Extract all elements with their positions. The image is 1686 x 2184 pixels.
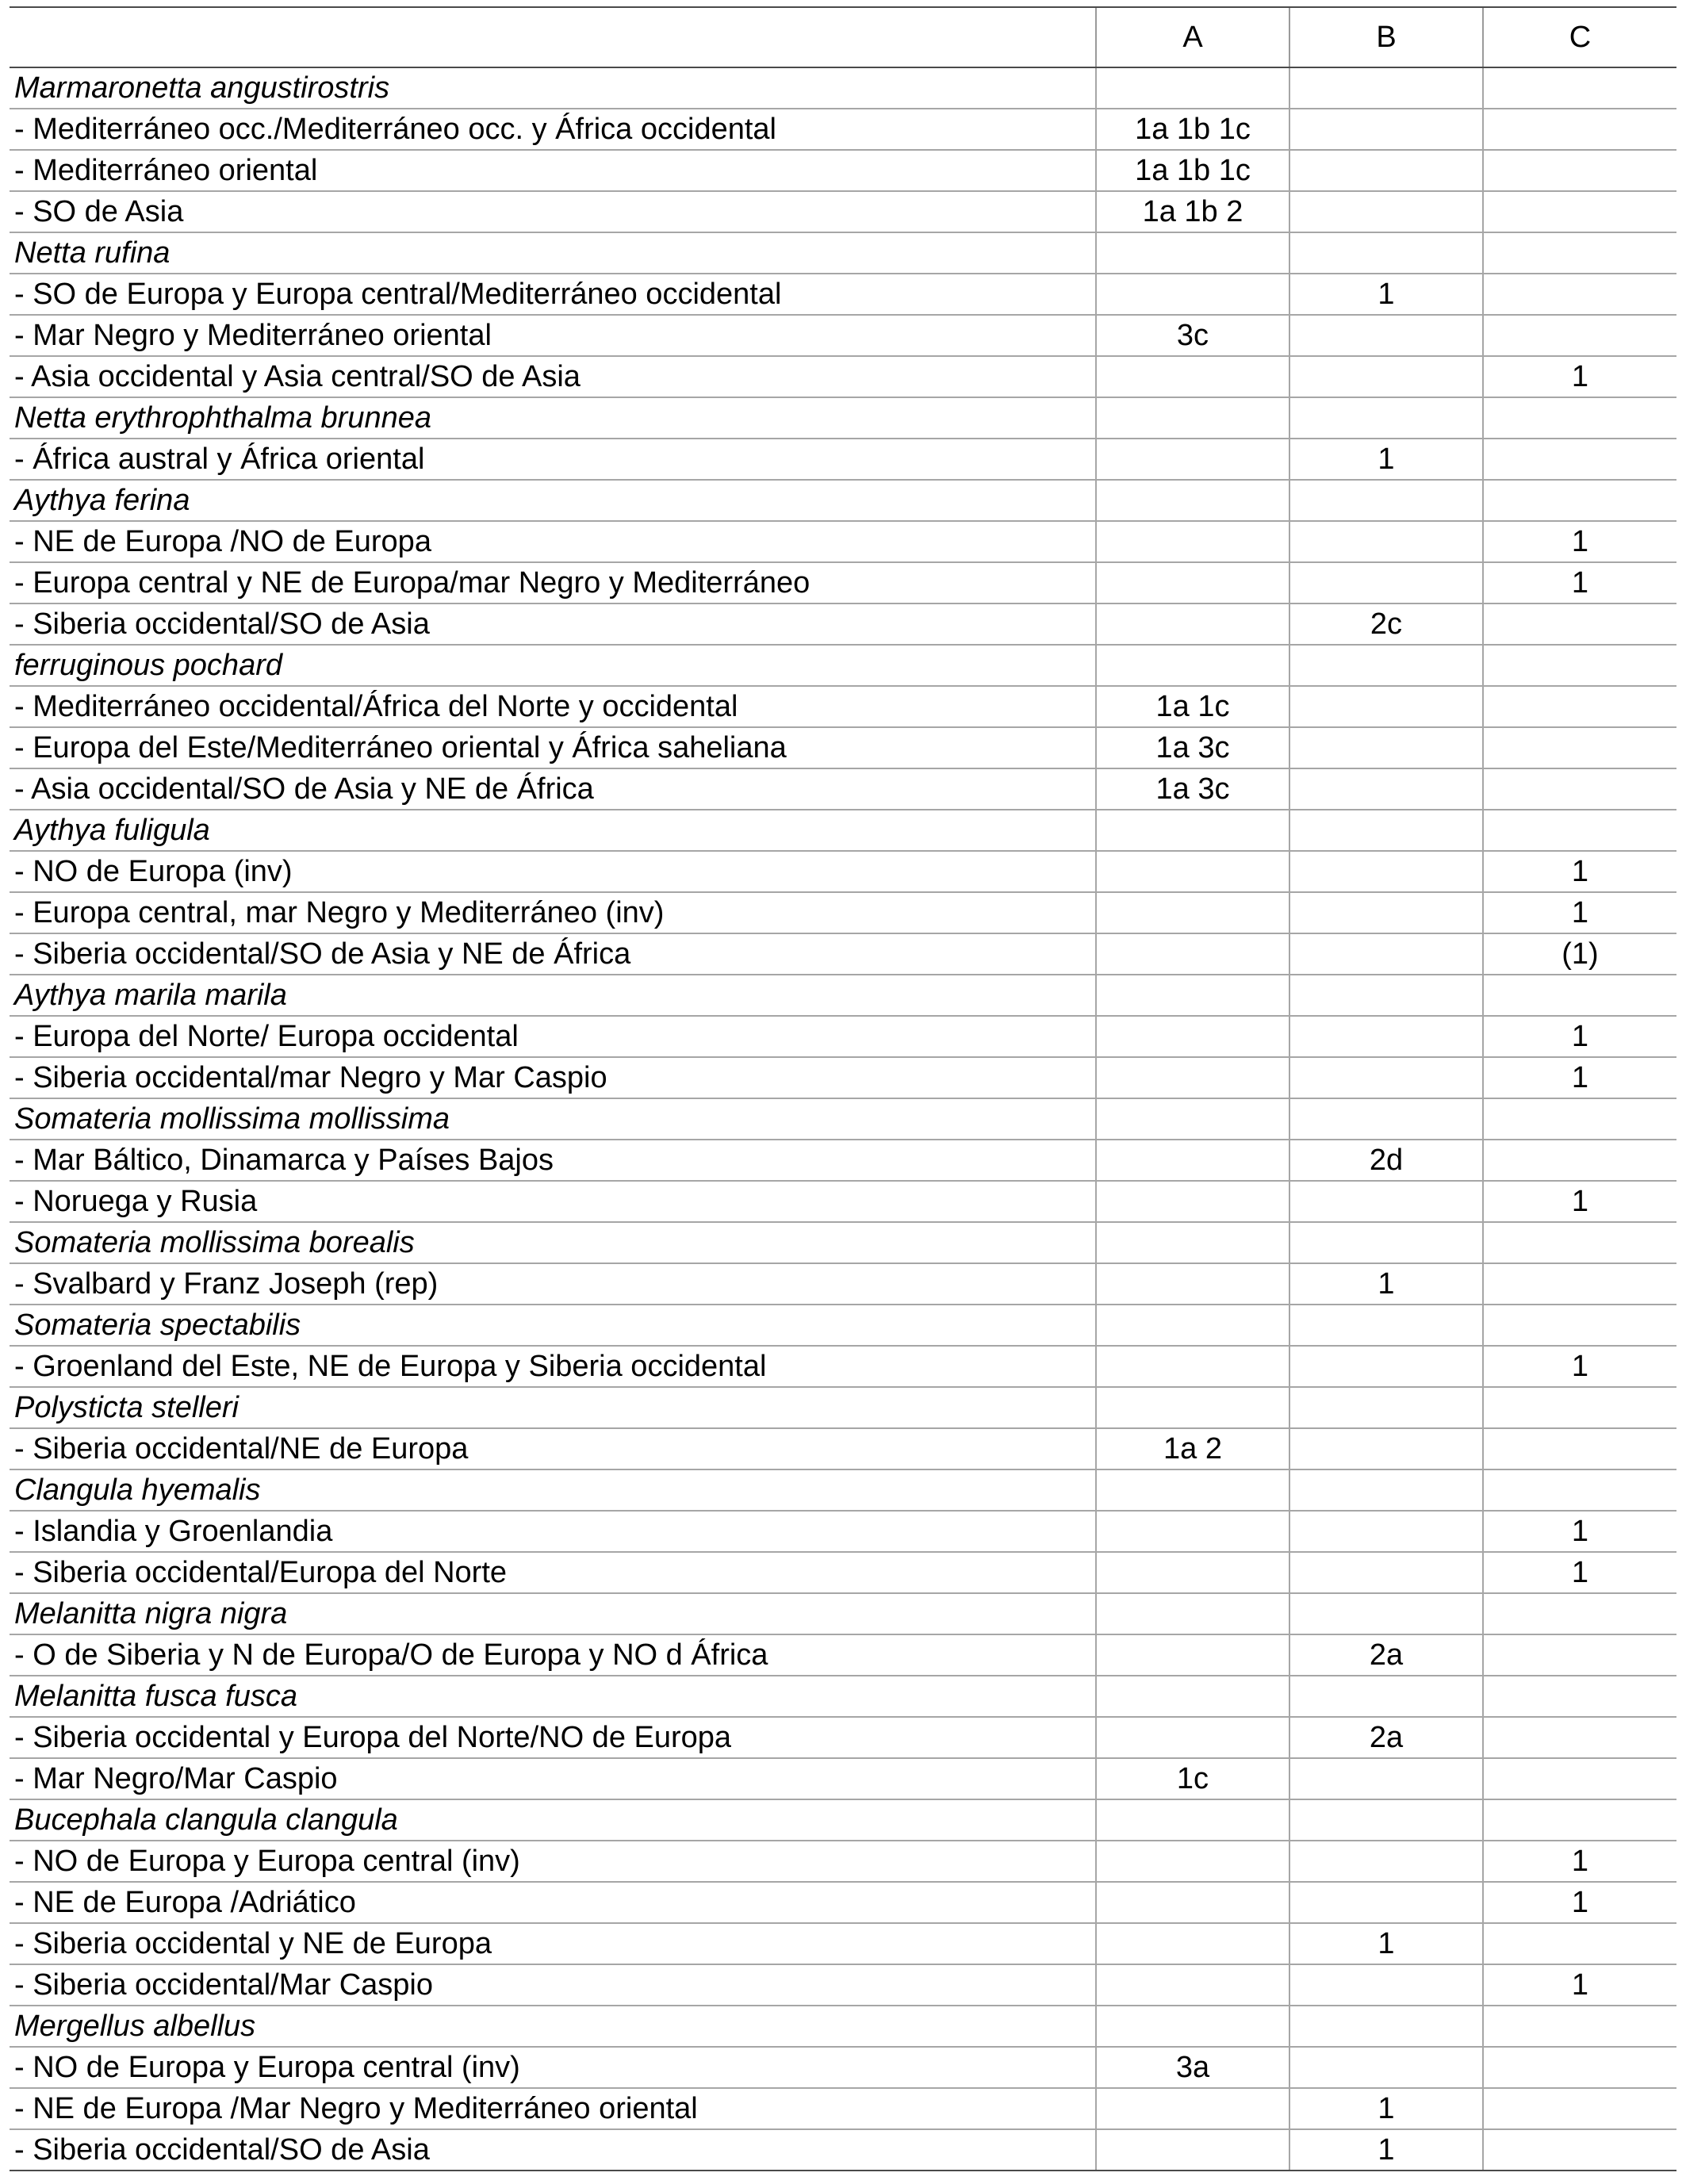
population-name-cell: - NO de Europa (inv)	[10, 851, 1096, 892]
column-c-cell: 1	[1483, 1511, 1676, 1552]
column-c-cell	[1483, 1098, 1676, 1140]
column-c-cell	[1483, 1923, 1676, 1964]
column-b-cell: 1	[1289, 2129, 1483, 2171]
column-c-cell	[1483, 1593, 1676, 1634]
header-label-cell	[10, 8, 1096, 67]
species-name-cell: Netta rufina	[10, 232, 1096, 274]
column-c-cell: 1	[1483, 1841, 1676, 1882]
column-c-cell	[1483, 975, 1676, 1016]
column-a-cell	[1096, 1346, 1289, 1387]
column-b-cell	[1289, 521, 1483, 562]
population-row	[10, 521, 1676, 562]
column-b-cell	[1289, 1882, 1483, 1923]
column-a-cell	[1096, 1263, 1289, 1305]
column-c-cell	[1483, 232, 1676, 274]
column-a-cell	[1096, 2088, 1289, 2129]
header-row	[10, 8, 1676, 67]
population-row	[10, 562, 1676, 603]
column-b-cell: 1	[1289, 1923, 1483, 1964]
column-a-cell: 1a 1b 1c	[1096, 150, 1289, 191]
column-c-cell	[1483, 727, 1676, 768]
column-a-cell	[1096, 810, 1289, 851]
column-c-cell	[1483, 1469, 1676, 1511]
column-b-cell	[1289, 315, 1483, 356]
column-a-cell	[1096, 1305, 1289, 1346]
column-a-cell: 1a 1b 1c	[1096, 109, 1289, 150]
column-a-cell	[1096, 603, 1289, 645]
species-row	[10, 1098, 1676, 1140]
column-b-cell	[1289, 768, 1483, 810]
column-a-cell	[1096, 933, 1289, 975]
population-row	[10, 1511, 1676, 1552]
column-c-cell	[1483, 191, 1676, 232]
column-a-cell	[1096, 274, 1289, 315]
population-row	[10, 150, 1676, 191]
species-name-cell: ferruginous pochard	[10, 645, 1096, 686]
species-row	[10, 1799, 1676, 1841]
column-b-cell	[1289, 2047, 1483, 2088]
population-name-cell: - Mediterráneo occidental/África del Norte y occidental	[10, 686, 1096, 727]
column-a-cell	[1096, 439, 1289, 480]
column-a-cell	[1096, 1593, 1289, 1634]
population-row	[10, 892, 1676, 933]
column-b-cell	[1289, 1676, 1483, 1717]
population-row	[10, 1057, 1676, 1098]
population-row	[10, 1964, 1676, 2006]
column-c-cell	[1483, 2088, 1676, 2129]
column-a-cell	[1096, 1634, 1289, 1676]
population-row	[10, 1016, 1676, 1057]
species-row	[10, 2006, 1676, 2047]
population-name-cell: - Mediterráneo oriental	[10, 150, 1096, 191]
population-name-cell: - Islandia y Groenlandia	[10, 1511, 1096, 1552]
population-name-cell: - NE de Europa /Mar Negro y Mediterráneo oriental	[10, 2088, 1096, 2129]
species-row	[10, 1676, 1676, 1717]
column-b-cell	[1289, 1469, 1483, 1511]
column-a-cell	[1096, 1181, 1289, 1222]
population-row	[10, 356, 1676, 397]
column-b-cell	[1289, 892, 1483, 933]
population-row	[10, 727, 1676, 768]
column-a-cell	[1096, 1511, 1289, 1552]
column-c-cell	[1483, 1387, 1676, 1428]
species-name-cell: Marmaronetta angustirostris	[10, 67, 1096, 109]
population-row	[10, 1552, 1676, 1593]
population-name-cell: - SO de Asia	[10, 191, 1096, 232]
species-name-cell: Somateria mollissima borealis	[10, 1222, 1096, 1263]
column-a-cell	[1096, 480, 1289, 521]
column-c-cell	[1483, 274, 1676, 315]
column-c-cell	[1483, 2129, 1676, 2171]
population-row	[10, 1181, 1676, 1222]
species-name-cell: Aythya marila marila	[10, 975, 1096, 1016]
column-b-cell	[1289, 1552, 1483, 1593]
column-c-cell	[1483, 480, 1676, 521]
column-b-cell: 2d	[1289, 1140, 1483, 1181]
column-b-cell: 1	[1289, 274, 1483, 315]
species-row	[10, 1593, 1676, 1634]
species-row	[10, 1469, 1676, 1511]
column-a-cell	[1096, 1676, 1289, 1717]
column-b-cell	[1289, 67, 1483, 109]
species-name-cell: Melanitta nigra nigra	[10, 1593, 1096, 1634]
column-c-cell	[1483, 315, 1676, 356]
column-b-cell	[1289, 232, 1483, 274]
population-row	[10, 315, 1676, 356]
column-b-cell	[1289, 150, 1483, 191]
species-name-cell: Netta erythrophthalma brunnea	[10, 397, 1096, 439]
column-a-cell	[1096, 645, 1289, 686]
column-a-cell	[1096, 1016, 1289, 1057]
population-name-cell: - Europa central, mar Negro y Mediterráneo (inv)	[10, 892, 1096, 933]
column-a-cell	[1096, 562, 1289, 603]
column-b-cell	[1289, 1428, 1483, 1469]
header-column-b: B	[1289, 8, 1483, 67]
species-name-cell: Aythya ferina	[10, 480, 1096, 521]
column-b-cell	[1289, 1841, 1483, 1882]
species-name-cell: Aythya fuligula	[10, 810, 1096, 851]
column-c-cell: 1	[1483, 1346, 1676, 1387]
column-c-cell: 1	[1483, 1181, 1676, 1222]
column-a-cell: 1a 3c	[1096, 727, 1289, 768]
column-b-cell	[1289, 562, 1483, 603]
column-b-cell	[1289, 933, 1483, 975]
column-b-cell	[1289, 1057, 1483, 1098]
species-row	[10, 645, 1676, 686]
column-b-cell: 1	[1289, 2088, 1483, 2129]
column-b-cell: 1	[1289, 439, 1483, 480]
column-a-cell	[1096, 1717, 1289, 1758]
population-category-table	[10, 6, 1676, 2171]
population-row	[10, 851, 1676, 892]
column-a-cell: 1a 2	[1096, 1428, 1289, 1469]
header-column-a: A	[1096, 8, 1289, 67]
column-c-cell	[1483, 810, 1676, 851]
header-column-c: C	[1483, 8, 1676, 67]
population-name-cell: - África austral y África oriental	[10, 439, 1096, 480]
column-c-cell	[1483, 1676, 1676, 1717]
column-b-cell	[1289, 356, 1483, 397]
column-c-cell	[1483, 2006, 1676, 2047]
column-c-cell: 1	[1483, 1552, 1676, 1593]
population-name-cell: - Siberia occidental/SO de Asia	[10, 603, 1096, 645]
population-name-cell: - Siberia occidental/Europa del Norte	[10, 1552, 1096, 1593]
species-row	[10, 1387, 1676, 1428]
population-row	[10, 109, 1676, 150]
column-c-cell	[1483, 1222, 1676, 1263]
table-body	[10, 67, 1676, 2171]
column-a-cell	[1096, 1841, 1289, 1882]
column-b-cell	[1289, 1016, 1483, 1057]
population-row	[10, 1140, 1676, 1181]
column-b-cell	[1289, 1346, 1483, 1387]
population-name-cell: - Mediterráneo occ./Mediterráneo occ. y África occidental	[10, 109, 1096, 150]
column-c-cell	[1483, 768, 1676, 810]
column-a-cell	[1096, 1923, 1289, 1964]
species-name-cell: Melanitta fusca fusca	[10, 1676, 1096, 1717]
column-a-cell	[1096, 2129, 1289, 2171]
population-name-cell: - Europa del Este/Mediterráneo oriental y África saheliana	[10, 727, 1096, 768]
column-a-cell	[1096, 356, 1289, 397]
population-name-cell: - NO de Europa y Europa central (inv)	[10, 1841, 1096, 1882]
population-name-cell: - Siberia occidental y NE de Europa	[10, 1923, 1096, 1964]
column-b-cell	[1289, 1593, 1483, 1634]
species-row	[10, 480, 1676, 521]
column-c-cell	[1483, 603, 1676, 645]
column-b-cell	[1289, 851, 1483, 892]
column-a-cell	[1096, 1552, 1289, 1593]
column-c-cell: 1	[1483, 1882, 1676, 1923]
population-name-cell: - Asia occidental y Asia central/SO de Asia	[10, 356, 1096, 397]
species-row	[10, 67, 1676, 109]
table-header	[10, 7, 1676, 67]
species-name-cell: Mergellus albellus	[10, 2006, 1096, 2047]
species-name-cell: Clangula hyemalis	[10, 1469, 1096, 1511]
population-row	[10, 768, 1676, 810]
column-c-cell	[1483, 645, 1676, 686]
column-a-cell	[1096, 1469, 1289, 1511]
population-name-cell: - Asia occidental/SO de Asia y NE de África	[10, 768, 1096, 810]
species-row	[10, 810, 1676, 851]
column-c-cell: 1	[1483, 521, 1676, 562]
column-b-cell	[1289, 1222, 1483, 1263]
table-container	[10, 6, 1676, 2171]
population-name-cell: - Siberia occidental/SO de Asia y NE de África	[10, 933, 1096, 975]
column-c-cell: 1	[1483, 851, 1676, 892]
population-name-cell: - NE de Europa /NO de Europa	[10, 521, 1096, 562]
column-c-cell	[1483, 439, 1676, 480]
column-c-cell	[1483, 1758, 1676, 1799]
population-row	[10, 1923, 1676, 1964]
column-c-cell: 1	[1483, 892, 1676, 933]
column-c-cell: 1	[1483, 562, 1676, 603]
population-row	[10, 439, 1676, 480]
population-name-cell: - Mar Negro y Mediterráneo oriental	[10, 315, 1096, 356]
column-b-cell: 1	[1289, 1263, 1483, 1305]
population-name-cell: - Siberia occidental/SO de Asia	[10, 2129, 1096, 2171]
column-a-cell	[1096, 851, 1289, 892]
species-row	[10, 1305, 1676, 1346]
population-row	[10, 1346, 1676, 1387]
population-row	[10, 1263, 1676, 1305]
column-a-cell	[1096, 892, 1289, 933]
column-c-cell: 1	[1483, 1016, 1676, 1057]
column-a-cell	[1096, 1964, 1289, 2006]
population-row	[10, 603, 1676, 645]
column-a-cell	[1096, 1387, 1289, 1428]
column-a-cell	[1096, 1098, 1289, 1140]
population-name-cell: - Mar Báltico, Dinamarca y Países Bajos	[10, 1140, 1096, 1181]
column-c-cell	[1483, 150, 1676, 191]
population-name-cell: - O de Siberia y N de Europa/O de Europa y NO d África	[10, 1634, 1096, 1676]
species-row	[10, 232, 1676, 274]
column-c-cell	[1483, 109, 1676, 150]
column-c-cell	[1483, 1717, 1676, 1758]
population-row	[10, 1428, 1676, 1469]
column-b-cell	[1289, 2006, 1483, 2047]
population-row	[10, 1841, 1676, 1882]
column-a-cell: 1a 3c	[1096, 768, 1289, 810]
population-name-cell: - Svalbard y Franz Joseph (rep)	[10, 1263, 1096, 1305]
column-c-cell	[1483, 2047, 1676, 2088]
population-row	[10, 191, 1676, 232]
column-b-cell	[1289, 1511, 1483, 1552]
population-row	[10, 1758, 1676, 1799]
column-b-cell	[1289, 1799, 1483, 1841]
column-a-cell: 3c	[1096, 315, 1289, 356]
population-name-cell: - Europa central y NE de Europa/mar Negro y Mediterráneo	[10, 562, 1096, 603]
population-row	[10, 2047, 1676, 2088]
population-name-cell: - Siberia occidental/Mar Caspio	[10, 1964, 1096, 2006]
population-name-cell: - SO de Europa y Europa central/Mediterráneo occidental	[10, 274, 1096, 315]
column-b-cell	[1289, 686, 1483, 727]
column-a-cell	[1096, 1222, 1289, 1263]
column-b-cell	[1289, 191, 1483, 232]
column-b-cell: 2a	[1289, 1717, 1483, 1758]
population-row	[10, 2088, 1676, 2129]
column-a-cell	[1096, 975, 1289, 1016]
column-b-cell	[1289, 397, 1483, 439]
column-c-cell: 1	[1483, 1057, 1676, 1098]
column-c-cell	[1483, 1799, 1676, 1841]
column-b-cell	[1289, 480, 1483, 521]
population-row	[10, 1634, 1676, 1676]
column-a-cell: 1a 1c	[1096, 686, 1289, 727]
species-name-cell: Bucephala clangula clangula	[10, 1799, 1096, 1841]
column-a-cell	[1096, 397, 1289, 439]
column-b-cell	[1289, 810, 1483, 851]
population-name-cell: - Mar Negro/Mar Caspio	[10, 1758, 1096, 1799]
column-b-cell	[1289, 1305, 1483, 1346]
species-name-cell: Polysticta stelleri	[10, 1387, 1096, 1428]
column-c-cell	[1483, 1263, 1676, 1305]
column-b-cell	[1289, 1387, 1483, 1428]
population-name-cell: - Groenland del Este, NE de Europa y Siberia occidental	[10, 1346, 1096, 1387]
column-b-cell	[1289, 1098, 1483, 1140]
column-b-cell	[1289, 975, 1483, 1016]
column-a-cell	[1096, 1882, 1289, 1923]
species-name-cell: Somateria spectabilis	[10, 1305, 1096, 1346]
column-c-cell	[1483, 686, 1676, 727]
column-c-cell	[1483, 67, 1676, 109]
column-c-cell: (1)	[1483, 933, 1676, 975]
column-b-cell: 2a	[1289, 1634, 1483, 1676]
population-name-cell: - Siberia occidental/NE de Europa	[10, 1428, 1096, 1469]
species-row	[10, 397, 1676, 439]
column-b-cell	[1289, 109, 1483, 150]
species-row	[10, 975, 1676, 1016]
column-c-cell: 1	[1483, 356, 1676, 397]
column-a-cell	[1096, 232, 1289, 274]
population-row	[10, 2129, 1676, 2171]
column-b-cell	[1289, 645, 1483, 686]
column-a-cell	[1096, 1140, 1289, 1181]
column-c-cell	[1483, 1428, 1676, 1469]
column-c-cell	[1483, 397, 1676, 439]
column-b-cell	[1289, 1181, 1483, 1222]
population-name-cell: - NE de Europa /Adriático	[10, 1882, 1096, 1923]
column-c-cell: 1	[1483, 1964, 1676, 2006]
column-a-cell: 1a 1b 2	[1096, 191, 1289, 232]
column-a-cell	[1096, 1799, 1289, 1841]
population-name-cell: - NO de Europa y Europa central (inv)	[10, 2047, 1096, 2088]
species-row	[10, 1222, 1676, 1263]
column-b-cell	[1289, 1758, 1483, 1799]
column-c-cell	[1483, 1305, 1676, 1346]
population-name-cell: - Noruega y Rusia	[10, 1181, 1096, 1222]
column-b-cell: 2c	[1289, 603, 1483, 645]
population-row	[10, 686, 1676, 727]
population-name-cell: - Siberia occidental/mar Negro y Mar Caspio	[10, 1057, 1096, 1098]
population-row	[10, 1717, 1676, 1758]
column-b-cell	[1289, 1964, 1483, 2006]
column-a-cell: 1c	[1096, 1758, 1289, 1799]
column-a-cell	[1096, 2006, 1289, 2047]
column-a-cell	[1096, 1057, 1289, 1098]
column-b-cell	[1289, 727, 1483, 768]
population-row	[10, 1882, 1676, 1923]
population-name-cell: - Siberia occidental y Europa del Norte/NO de Europa	[10, 1717, 1096, 1758]
column-c-cell	[1483, 1634, 1676, 1676]
population-row	[10, 274, 1676, 315]
species-name-cell: Somateria mollissima mollissima	[10, 1098, 1096, 1140]
column-a-cell: 3a	[1096, 2047, 1289, 2088]
column-a-cell	[1096, 67, 1289, 109]
population-name-cell: - Europa del Norte/ Europa occidental	[10, 1016, 1096, 1057]
column-a-cell	[1096, 521, 1289, 562]
population-row	[10, 933, 1676, 975]
column-c-cell	[1483, 1140, 1676, 1181]
